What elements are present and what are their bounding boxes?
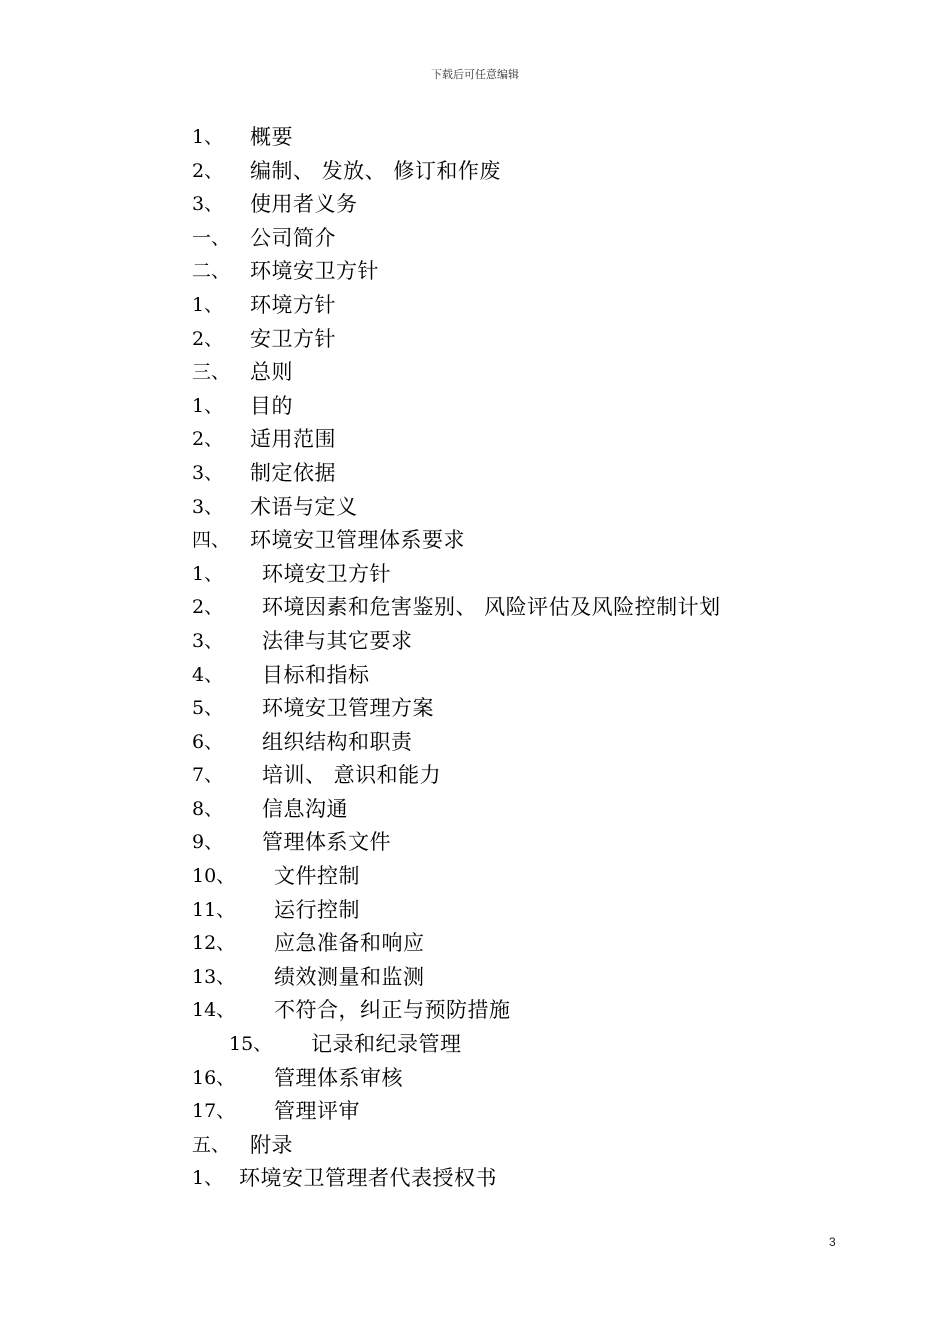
toc-item: [192, 222, 832, 256]
toc-item-number: 一、: [192, 226, 231, 249]
toc-item-title: 不符合，纠正与预防措施: [274, 998, 511, 1023]
toc-item-number: 6、: [192, 730, 224, 753]
toc-item-number: 五、: [192, 1133, 231, 1156]
toc-item: [192, 860, 832, 894]
toc-item: [192, 423, 832, 457]
toc-item: [192, 323, 832, 357]
toc-item-title: 环境安卫管理者代表授权书: [239, 1166, 497, 1191]
toc-item: [192, 188, 832, 222]
toc-item: [192, 1095, 832, 1129]
toc-item-title: 适用范围: [250, 427, 336, 452]
toc-item-number: 17、: [192, 1100, 236, 1123]
toc-item-title: 目的: [250, 393, 293, 418]
toc-item: [192, 659, 832, 693]
toc-item: [192, 793, 832, 827]
toc-item: [192, 457, 832, 491]
toc-item: [192, 726, 832, 760]
toc-item-number: 3、: [192, 495, 224, 518]
toc-item-title: 安卫方针: [250, 326, 336, 351]
toc-item: [192, 558, 832, 592]
toc-item: [192, 625, 832, 659]
toc-item-number: 4、: [192, 663, 224, 686]
toc-item: [192, 390, 832, 424]
toc-item-number: 2、: [192, 596, 224, 619]
toc-item-number: 2、: [192, 327, 224, 350]
toc-item: [192, 289, 832, 323]
toc-item-title: 培训、 意识和能力: [262, 763, 442, 788]
toc-item-number: 11、: [192, 898, 236, 921]
toc-item-title: 环境安卫方针: [250, 259, 379, 284]
toc-item: [192, 994, 832, 1028]
toc-item-title: 管理体系文件: [262, 830, 391, 855]
toc-item-title: 管理体系审核: [274, 1065, 403, 1090]
toc-item: [192, 255, 832, 289]
toc-item-number: 四、: [192, 529, 231, 552]
page-number: 3: [829, 1235, 836, 1249]
toc-item-title: 环境安卫管理体系要求: [250, 528, 465, 553]
toc-item: [192, 524, 832, 558]
toc-item-number: 3、: [192, 461, 224, 484]
toc-item-number: 二、: [192, 260, 231, 283]
toc-item: [192, 356, 832, 390]
toc-item-title: 使用者义务: [250, 192, 358, 217]
toc-item-title: 绩效测量和监测: [274, 964, 425, 989]
toc-item-title: 术语与定义: [250, 494, 358, 519]
toc-item-title: 概要: [250, 125, 293, 149]
toc-item-number: 1、: [192, 1167, 224, 1190]
toc-item-number: 1、: [192, 126, 224, 148]
toc-item-title: 记录和纪录管理: [311, 1032, 462, 1057]
toc-item-title: 总则: [250, 360, 293, 385]
toc-item-number: 5、: [192, 697, 224, 720]
toc-item-title: 应急准备和响应: [274, 931, 425, 956]
toc-item-number: 1、: [192, 394, 224, 417]
toc-item-number: 12、: [192, 932, 236, 955]
toc-item: [192, 1162, 832, 1196]
toc-item-number: 8、: [192, 797, 224, 820]
toc-item-number: 15、: [229, 1033, 273, 1056]
toc-item-number: 3、: [192, 629, 224, 652]
toc-item: [192, 961, 832, 995]
toc-item-number: 1、: [192, 562, 224, 585]
toc-item: [192, 121, 832, 155]
toc-item: [192, 894, 832, 928]
toc-item-title: 编制、 发放、 修订和作废: [250, 158, 501, 183]
toc-item-number: 2、: [192, 428, 224, 451]
toc-item: [192, 491, 832, 525]
toc-item-number: 3、: [192, 193, 224, 216]
toc-item: [192, 1028, 832, 1062]
toc-item-number: 2、: [192, 159, 224, 182]
toc-item-title: 文件控制: [274, 864, 360, 889]
toc-item-title: 环境安卫管理方案: [262, 696, 434, 721]
table-of-contents: [192, 121, 832, 1196]
toc-item: [192, 1062, 832, 1096]
toc-item-number: 1、: [192, 293, 224, 316]
toc-item-title: 附录: [250, 1132, 293, 1157]
toc-item-title: 公司简介: [250, 225, 336, 250]
toc-item: [192, 927, 832, 961]
toc-item-number: 16、: [192, 1066, 236, 1089]
toc-item-title: 信息沟通: [262, 796, 348, 821]
toc-item-number: 10、: [192, 865, 236, 888]
toc-item-number: 14、: [192, 999, 236, 1022]
toc-item-number: 9、: [192, 831, 224, 854]
toc-item-title: 环境安卫方针: [262, 561, 391, 586]
toc-item-title: 组织结构和职责: [262, 729, 413, 754]
toc-item: [192, 591, 832, 625]
toc-item-title: 环境因素和危害鉴别、 风险评估及风险控制计划: [262, 595, 721, 620]
toc-item: [192, 826, 832, 860]
toc-item: [192, 155, 832, 189]
toc-item-title: 管理评审: [274, 1099, 360, 1124]
toc-item-title: 运行控制: [274, 897, 360, 922]
toc-item: [192, 692, 832, 726]
toc-item-number: 7、: [192, 764, 224, 787]
toc-item-number: 13、: [192, 965, 236, 988]
page-header: 下载后可任意编辑: [431, 68, 519, 81]
toc-item-title: 环境方针: [250, 292, 336, 317]
toc-item-title: 目标和指标: [262, 662, 370, 687]
toc-item: [192, 759, 832, 793]
toc-item-title: 制定依据: [250, 460, 336, 485]
toc-item: [192, 1129, 832, 1163]
toc-item-number: 三、: [192, 361, 231, 384]
toc-item-title: 法律与其它要求: [262, 628, 413, 653]
